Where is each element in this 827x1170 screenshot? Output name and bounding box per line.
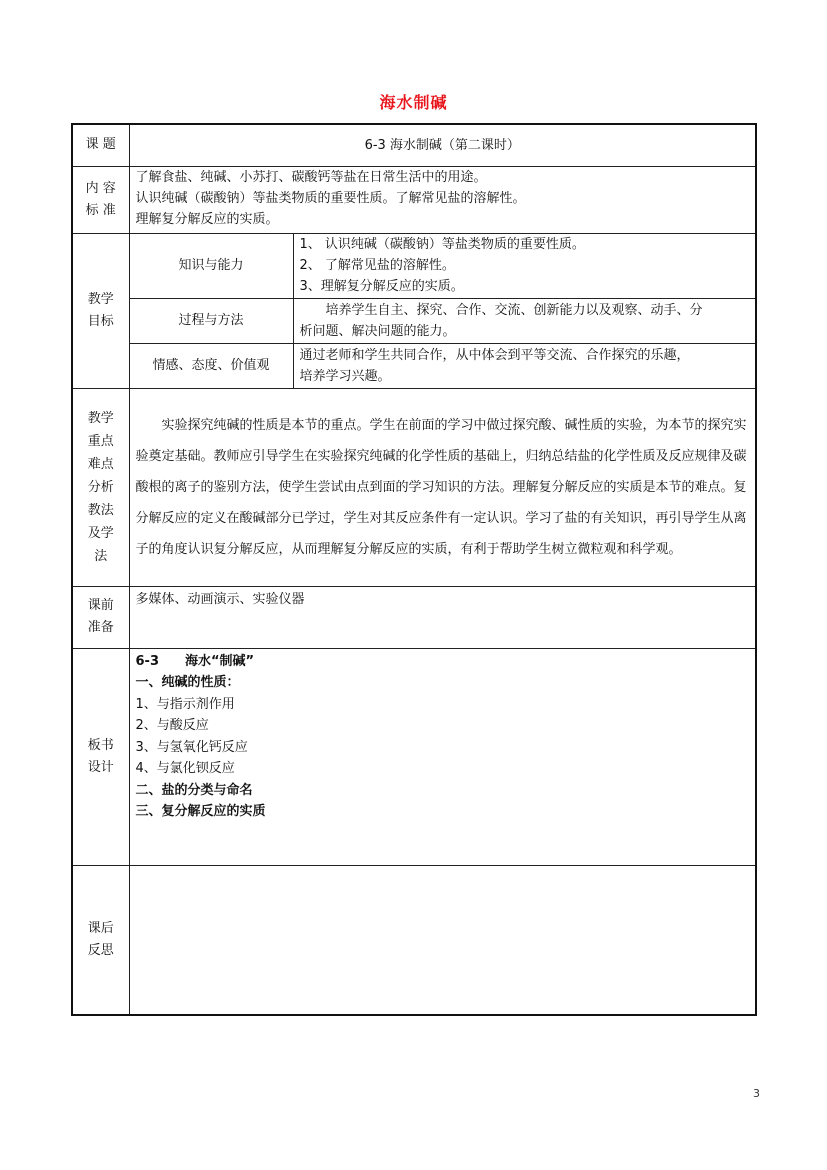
page-number: 3	[753, 1087, 760, 1100]
prep-label	[72, 586, 129, 648]
board-section-2: 二、盐的分类与命名	[135, 782, 253, 798]
process-line: 析问题、解决问题的能力。	[299, 323, 456, 339]
analysis-label-line: 教学	[87, 410, 114, 426]
reflection-content	[129, 865, 756, 1015]
board-label	[72, 648, 129, 865]
reflection-label	[72, 865, 129, 1015]
knowledge-label: 知识与能力	[129, 233, 293, 298]
board-section-1: 一、纯碱的性质：	[135, 675, 240, 690]
analysis-label-line: 教法	[87, 502, 114, 518]
board-section-3: 三、复分解反应的实质	[135, 804, 266, 819]
board-item: 4、与氯化钡反应	[135, 761, 235, 776]
analysis-row	[72, 388, 756, 586]
process-label: 过程与方法	[129, 298, 293, 343]
analysis-label	[72, 388, 129, 586]
goals-label	[72, 233, 129, 388]
topic-label: 课 题	[72, 124, 129, 166]
standard-row	[72, 166, 756, 233]
board-label-line1: 板书	[87, 737, 114, 753]
reflection-label-line1: 课后	[87, 920, 114, 936]
prep-label-line1: 课前	[87, 598, 114, 613]
emotion-label: 情感、态度、价值观	[129, 343, 293, 388]
standard-line: 认识纯碱（碳酸钠）等盐类物质的重要性质。了解常见盐的溶解性。	[135, 190, 526, 206]
topic-value: 6-3 海水制碱（第二课时）	[129, 124, 756, 166]
analysis-label-line: 及学	[87, 525, 114, 541]
board-item: 1、与指示剂作用	[135, 696, 235, 712]
board-heading: 6-3 海水“制碱”	[135, 653, 255, 669]
knowledge-line: 3、理解复分解反应的实质。	[299, 279, 464, 294]
goals-label-line1: 教学	[87, 291, 114, 307]
prep-label-line2: 准备	[87, 620, 114, 635]
analysis-label-line: 难点	[87, 456, 114, 472]
knowledge-line: 1、 认识纯碱（碳酸钠）等盐类物质的重要性质。	[299, 237, 585, 252]
lesson-plan-table	[71, 123, 757, 1016]
topic-row	[72, 124, 756, 166]
emotion-content	[293, 343, 756, 388]
process-content	[293, 298, 756, 343]
process-line: 培养学生自主、探究、合作、交流、创新能力以及观察、动手、分	[325, 302, 703, 318]
reflection-row	[72, 865, 756, 1015]
standard-label	[72, 166, 129, 233]
board-item: 3、与氢氧化钙反应	[135, 739, 248, 755]
goals-process-row	[72, 298, 756, 343]
analysis-label-line: 分析	[87, 479, 114, 495]
knowledge-content	[293, 233, 756, 298]
knowledge-line: 2、 了解常见盐的溶解性。	[299, 258, 455, 273]
standard-label-line1: 内 容	[85, 180, 116, 196]
analysis-label-line: 法	[94, 548, 108, 564]
prep-content: 多媒体、动画演示、实验仪器	[129, 586, 756, 648]
reflection-label-line2: 反思	[87, 942, 114, 958]
analysis-content: 实验探究纯碱的性质是本节的重点。学生在前面的学习中做过探究酸、碱性质的实验，为本节的探究实验奠定基础。教师应引导学生在实验探究纯碱的化学性质的基础上，归纳总结盐的化学性质及反应规律及碳酸根的离子的鉴别方法，使学生尝试由点到面的学习知识的方法。理解复分解反应的实质是本节的难点。复分解反应的定义在酸碱部分已学过，学生对其反应条件有一定认识。学习了盐的有关知识，再引导学生从离子的角度认识复分解反应，从而理解复分解反应的实质，有利于帮助学生树立微粒观和科学观。	[129, 388, 756, 586]
page-title: 海水制碱	[379, 93, 448, 112]
standard-label-line2: 标 准	[85, 202, 116, 218]
emotion-line: 通过老师和学生共同合作，从中体会到平等交流、合作探究的乐趣，	[299, 347, 690, 363]
goals-label-line2: 目标	[87, 313, 114, 329]
analysis-label-line: 重点	[87, 433, 114, 449]
board-content	[129, 648, 756, 865]
standard-line: 理解复分解反应的实质。	[135, 211, 279, 227]
goals-emotion-row	[72, 343, 756, 388]
board-label-line2: 设计	[87, 759, 114, 775]
goals-knowledge-row	[72, 233, 756, 298]
standard-content	[129, 166, 756, 233]
board-row	[72, 648, 756, 865]
board-item: 2、与酸反应	[135, 718, 209, 733]
emotion-line: 培养学习兴趣。	[299, 368, 391, 384]
standard-line: 了解食盐、纯碱、小苏打、碳酸钙等盐在日常生活中的用途。	[135, 169, 487, 185]
prep-row	[72, 586, 756, 648]
